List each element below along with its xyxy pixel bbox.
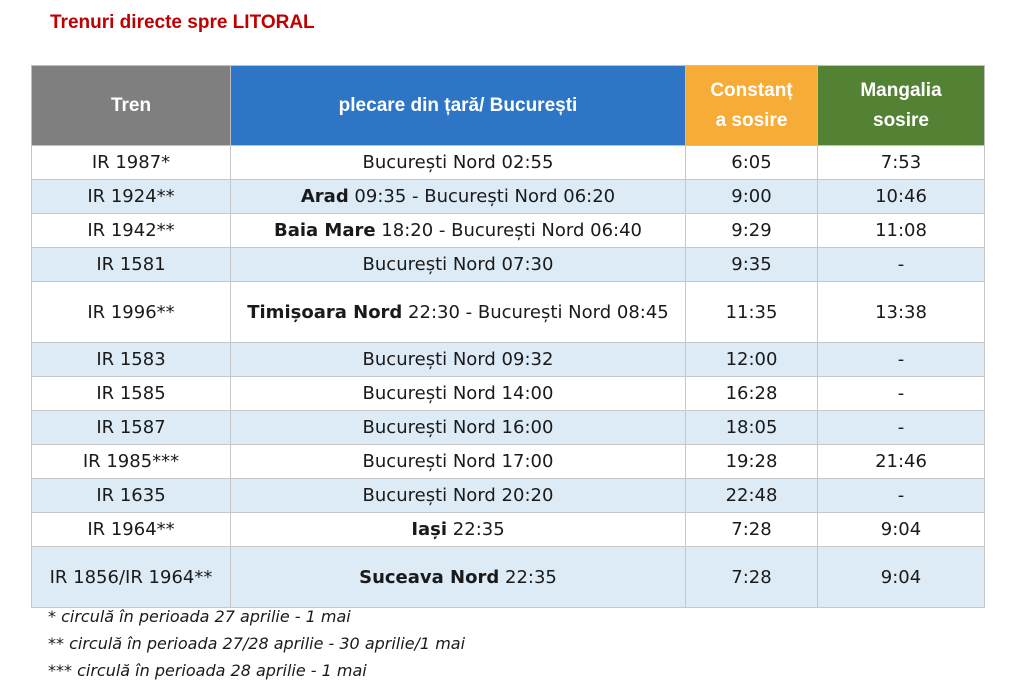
cell-constanta: 9:35: [686, 248, 818, 282]
cell-plecare: București Nord 09:32: [231, 343, 686, 377]
cell-plecare: București Nord 14:00: [231, 377, 686, 411]
cell-mangalia: 13:38: [818, 282, 985, 343]
cell-constanta: 7:28: [686, 547, 818, 608]
cell-constanta: 18:05: [686, 411, 818, 445]
table-row: [32, 445, 985, 479]
cell-mangalia: -: [818, 411, 985, 445]
cell-plecare: Arad 09:35 - București Nord 06:20: [231, 180, 686, 214]
footnotes: [48, 603, 465, 684]
table-row: [32, 479, 985, 513]
footnote: *** circulă în perioada 28 aprilie - 1 mai: [48, 661, 367, 680]
table-row: [32, 513, 985, 547]
cell-tren: IR 1587: [32, 411, 231, 445]
cell-plecare: București Nord 02:55: [231, 146, 686, 180]
footnote: ** circulă în perioada 27/28 aprilie - 30 aprilie/1 mai: [48, 634, 466, 653]
table-header-row: [32, 66, 985, 146]
table-row: [32, 343, 985, 377]
cell-constanta: 12:00: [686, 343, 818, 377]
cell-plecare: București Nord 07:30: [231, 248, 686, 282]
cell-plecare: Timișoara Nord 22:30 - București Nord 08:45: [231, 282, 686, 343]
table-row: [32, 146, 985, 180]
column-header-tren: Tren: [32, 66, 231, 146]
cell-mangalia: -: [818, 479, 985, 513]
cell-mangalia: 11:08: [818, 214, 985, 248]
cell-tren: IR 1987*: [32, 146, 231, 180]
cell-constanta: 19:28: [686, 445, 818, 479]
cell-constanta: 9:00: [686, 180, 818, 214]
column-header-constanta: Constanț a sosire: [686, 66, 818, 146]
cell-mangalia: 9:04: [818, 513, 985, 547]
cell-constanta: 9:29: [686, 214, 818, 248]
table-row: [32, 282, 985, 343]
column-header-mangalia: Mangalia sosire: [818, 66, 985, 146]
cell-tren: IR 1585: [32, 377, 231, 411]
cell-mangalia: -: [818, 377, 985, 411]
cell-tren: IR 1583: [32, 343, 231, 377]
table-row: [32, 248, 985, 282]
cell-constanta: 22:48: [686, 479, 818, 513]
cell-tren: IR 1635: [32, 479, 231, 513]
cell-plecare: București Nord 16:00: [231, 411, 686, 445]
cell-mangalia: 10:46: [818, 180, 985, 214]
cell-plecare: Suceava Nord 22:35: [231, 547, 686, 608]
footnote: * circulă în perioada 27 aprilie - 1 mai: [48, 607, 351, 626]
table-row: [32, 214, 985, 248]
table-row: [32, 411, 985, 445]
column-header-plecare: plecare din țară/ București: [231, 66, 686, 146]
cell-plecare: București Nord 20:20: [231, 479, 686, 513]
train-schedule-table: [31, 65, 985, 608]
cell-tren: IR 1942**: [32, 214, 231, 248]
cell-constanta: 7:28: [686, 513, 818, 547]
cell-tren: IR 1985***: [32, 445, 231, 479]
cell-tren: IR 1964**: [32, 513, 231, 547]
cell-constanta: 6:05: [686, 146, 818, 180]
cell-plecare: Iași 22:35: [231, 513, 686, 547]
cell-constanta: 16:28: [686, 377, 818, 411]
cell-mangalia: 9:04: [818, 547, 985, 608]
cell-tren: IR 1924**: [32, 180, 231, 214]
table-row: [32, 180, 985, 214]
table-row: [32, 377, 985, 411]
cell-mangalia: 7:53: [818, 146, 985, 180]
cell-constanta: 11:35: [686, 282, 818, 343]
table-row: [32, 547, 985, 608]
cell-tren: IR 1856/IR 1964**: [32, 547, 231, 608]
page-title: Trenuri directe spre LITORAL: [50, 12, 315, 33]
cell-tren: IR 1996**: [32, 282, 231, 343]
cell-mangalia: -: [818, 343, 985, 377]
cell-tren: IR 1581: [32, 248, 231, 282]
cell-mangalia: -: [818, 248, 985, 282]
cell-mangalia: 21:46: [818, 445, 985, 479]
cell-plecare: București Nord 17:00: [231, 445, 686, 479]
cell-plecare: Baia Mare 18:20 - București Nord 06:40: [231, 214, 686, 248]
